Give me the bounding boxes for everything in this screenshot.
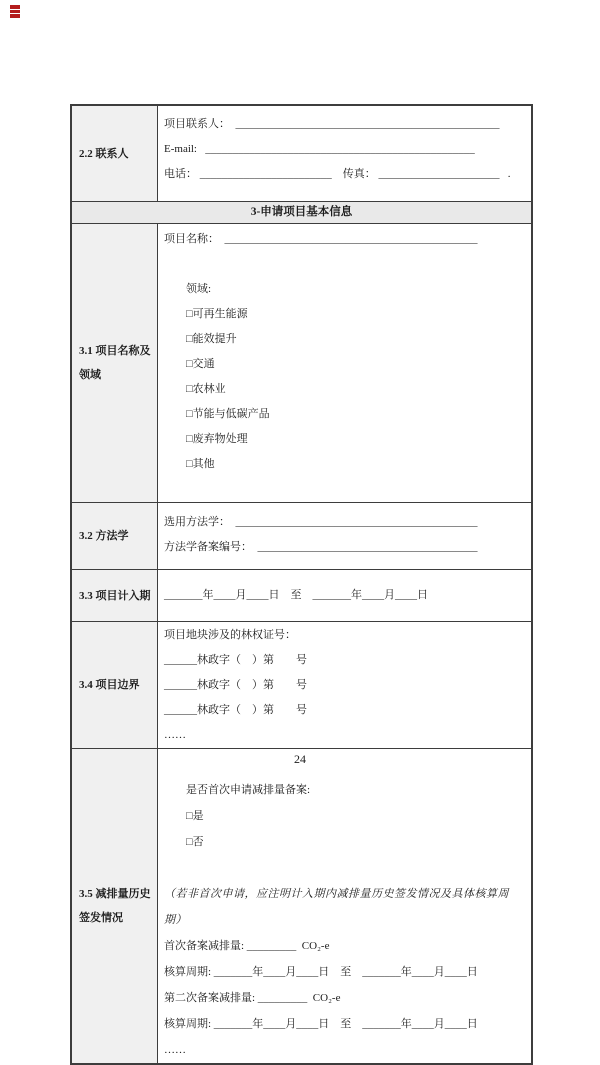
- row-contact: [72, 106, 531, 201]
- accounting-period-field[interactable]: 核算周期: _______年____月____日 至 _______年____月____日: [164, 1018, 478, 1030]
- forest-certificate-heading: 项目地块涉及的林权证号：: [164, 629, 296, 641]
- first-record-reduction-field[interactable]: 首次备案减排量: _________ CO₂-e: [164, 940, 330, 952]
- row-33-content: [158, 570, 531, 621]
- methodology-record-number-field[interactable]: 方法学备案编号： ________________________________________: [164, 541, 478, 553]
- checkbox-option-yes[interactable]: □是: [186, 810, 204, 822]
- checkbox-option-agroforestry[interactable]: □农林业: [186, 383, 226, 395]
- checkbox-icon: □: [186, 408, 193, 420]
- ellipsis-text: ……: [164, 729, 186, 741]
- checkbox-option-no[interactable]: □否: [186, 836, 204, 848]
- email-field[interactable]: E-mail: _________________________________________________: [164, 143, 475, 155]
- checkbox-option-renewable[interactable]: □可再生能源: [186, 308, 248, 320]
- forest-certificate-field[interactable]: ______林政字（ ）第 号: [164, 679, 307, 691]
- row-31-label: 3.1 项目名称及领域: [72, 224, 158, 502]
- ellipsis-text: ……: [164, 1044, 186, 1056]
- row-34-label: 3.4 项目边界: [72, 622, 158, 748]
- domain-checkbox-line: [164, 252, 523, 502]
- row-project-boundary: [72, 621, 531, 748]
- checkbox-option-transport[interactable]: □交通: [186, 358, 215, 370]
- checkbox-option-lowcarbon-products[interactable]: □节能与低碳产品: [186, 408, 270, 420]
- checkbox-icon: □: [186, 836, 193, 848]
- row-32-content: [158, 503, 531, 569]
- row-crediting-period: [72, 569, 531, 621]
- checkbox-icon: □: [186, 383, 193, 395]
- non-first-application-note: （若非首次申请，应注明计入期内减排量历史签发情况及具体核算周期）: [164, 888, 509, 926]
- application-form-table: [70, 104, 533, 1065]
- row-35-label: 3.5 减排量历史签发情况: [72, 749, 158, 1063]
- project-name-field[interactable]: 项目名称： ______________________________________________: [164, 233, 478, 245]
- accounting-period-field[interactable]: 核算周期: _______年____月____日 至 _______年____月____日: [164, 966, 478, 978]
- domain-label: 领域:: [186, 283, 212, 295]
- forest-certificate-field[interactable]: ______林政字（ ）第 号: [164, 704, 307, 716]
- checkbox-icon: □: [186, 333, 193, 345]
- first-application-question-label: 是否首次申请减排量备案:: [186, 784, 311, 796]
- row-34-content: [158, 622, 531, 748]
- methodology-field[interactable]: 选用方法学： ____________________________________________: [164, 516, 478, 528]
- checkbox-icon: □: [186, 358, 193, 370]
- row-methodology: [72, 502, 531, 569]
- row-32-label: 3.2 方法学: [72, 503, 158, 569]
- phone-fax-field[interactable]: 电话： ________________________ 传真： ______________________ .: [164, 168, 511, 180]
- crediting-period-date-field[interactable]: _______年____月____日 至 _______年____月____日: [164, 589, 428, 601]
- checkbox-icon: □: [186, 433, 193, 445]
- row-31-content: [158, 224, 531, 502]
- row-33-label: 3.3 项目计入期: [72, 570, 158, 621]
- checkbox-option-efficiency[interactable]: □能效提升: [186, 333, 237, 345]
- row-contact-content: [158, 106, 531, 201]
- checkbox-icon: □: [186, 810, 193, 822]
- checkbox-option-waste-disposal[interactable]: □废弃物处理: [186, 433, 248, 445]
- red-corner-mark: [10, 5, 20, 18]
- first-application-question-line: [164, 751, 523, 881]
- section-header: 3-申请项目基本信息: [72, 201, 531, 223]
- checkbox-option-other[interactable]: □其他: [186, 458, 215, 470]
- checkbox-icon: □: [186, 458, 193, 470]
- checkbox-icon: □: [186, 308, 193, 320]
- page-number: 24: [294, 752, 306, 766]
- row-35-content: [158, 749, 531, 1063]
- project-contact-field[interactable]: 项目联系人： ________________________________________________: [164, 118, 500, 130]
- second-record-reduction-field[interactable]: 第二次备案减排量: _________ CO₂-e: [164, 992, 341, 1004]
- row-issuance-history: [72, 748, 531, 1063]
- forest-certificate-field[interactable]: ______林政字（ ）第 号: [164, 654, 307, 666]
- row-project-name-field: [72, 223, 531, 502]
- row-contact-label: 2.2 联系人: [72, 106, 158, 201]
